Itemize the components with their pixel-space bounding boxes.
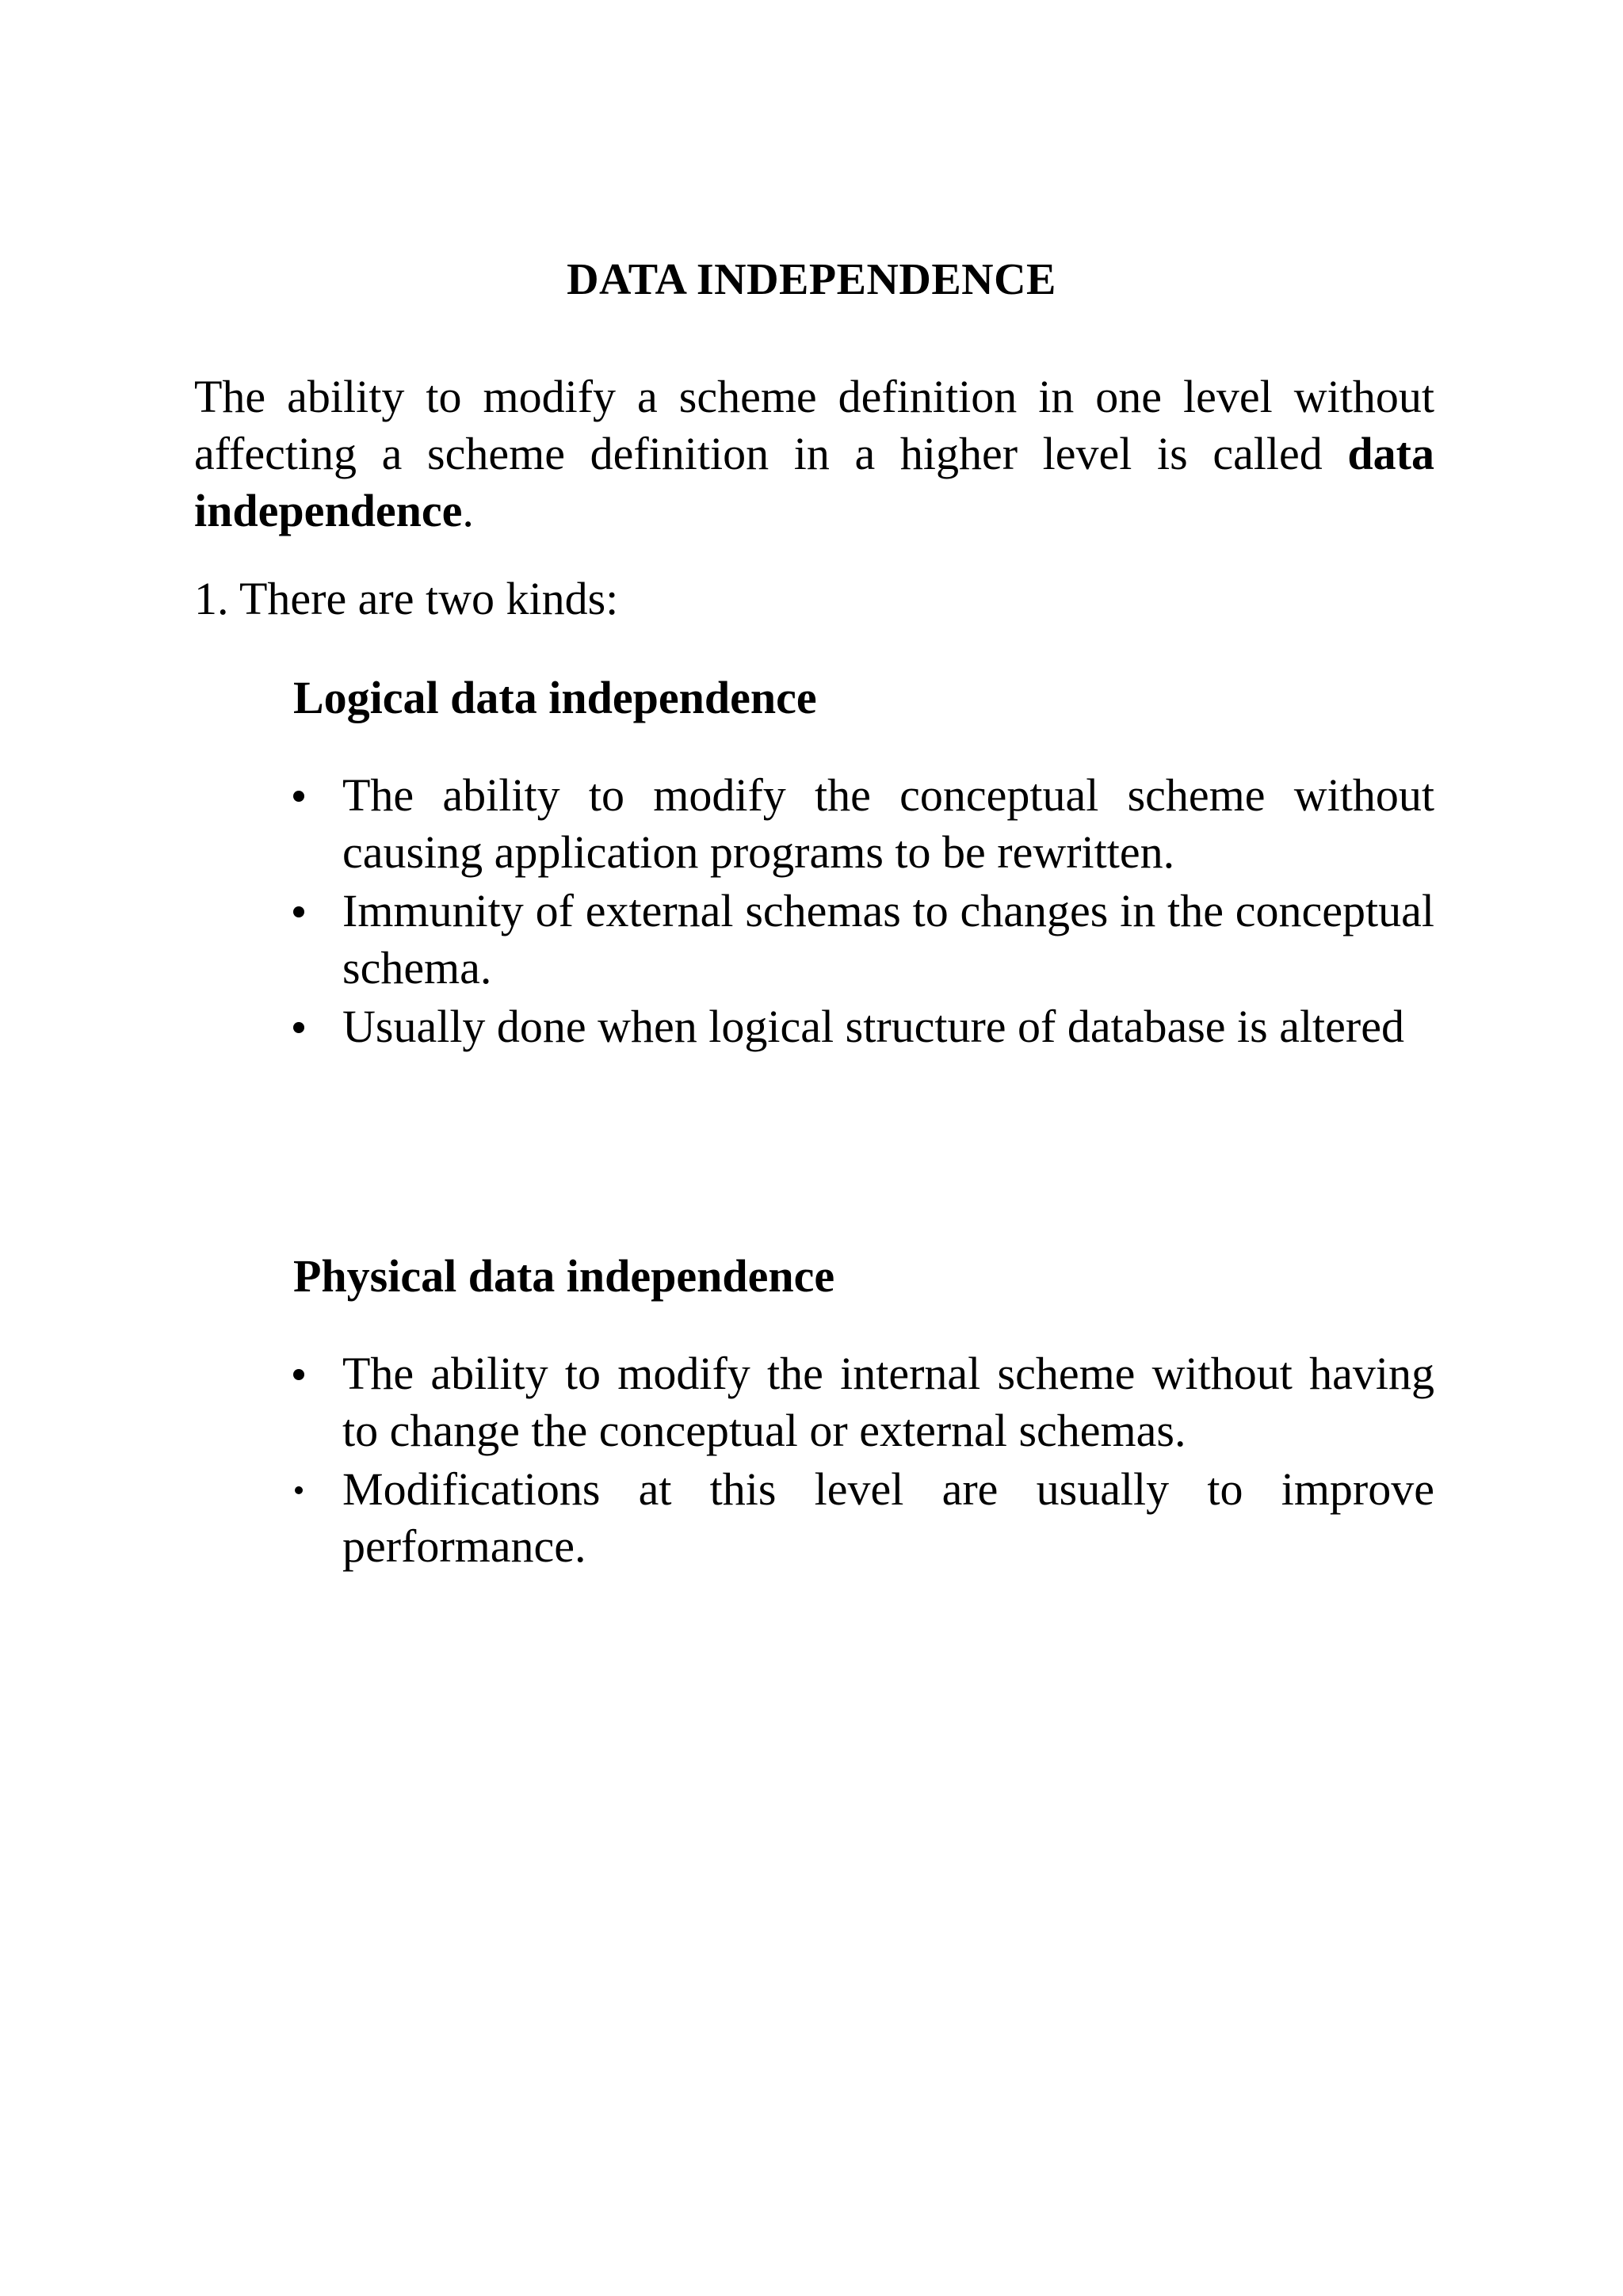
bullet-icon [293, 1369, 304, 1380]
section-heading-logical: Logical data independence [293, 672, 817, 723]
bullet-icon [295, 1486, 303, 1494]
intro-bold-term: data independence [194, 428, 1434, 536]
bullet-list-physical [293, 1345, 1434, 1577]
bullet-text: The ability to modify the conceptual scheme without causing application programs to be rewritten. [342, 769, 1434, 878]
bullet-list-logical [293, 767, 1434, 1057]
list-intro: 1. There are two kinds: [194, 573, 619, 624]
bullet-text: Immunity of external schemas to changes in the conceptual schema. [342, 885, 1434, 994]
list-item [293, 998, 1434, 1055]
intro-text-end: . [462, 485, 474, 536]
list-item [293, 767, 1434, 881]
page-title: DATA INDEPENDENCE [567, 255, 1056, 304]
bullet-text: Usually done when logical structure of database is altered [342, 1001, 1404, 1052]
list-item [293, 1461, 1434, 1575]
bullet-icon [293, 1022, 304, 1033]
bullet-icon [293, 906, 304, 917]
section-heading-physical: Physical data independence [293, 1250, 835, 1302]
list-item [293, 1345, 1434, 1459]
intro-text: The ability to modify a scheme definition in one level without affecting a scheme definition in a higher level is called [194, 371, 1434, 479]
bullet-icon [293, 791, 304, 802]
bullet-text: The ability to modify the internal scheme without having to change the conceptual or external schemas. [342, 1348, 1434, 1456]
bullet-text: Modifications at this level are usually to improve performance. [342, 1463, 1434, 1572]
intro-paragraph [194, 368, 1434, 540]
list-item [293, 883, 1434, 997]
